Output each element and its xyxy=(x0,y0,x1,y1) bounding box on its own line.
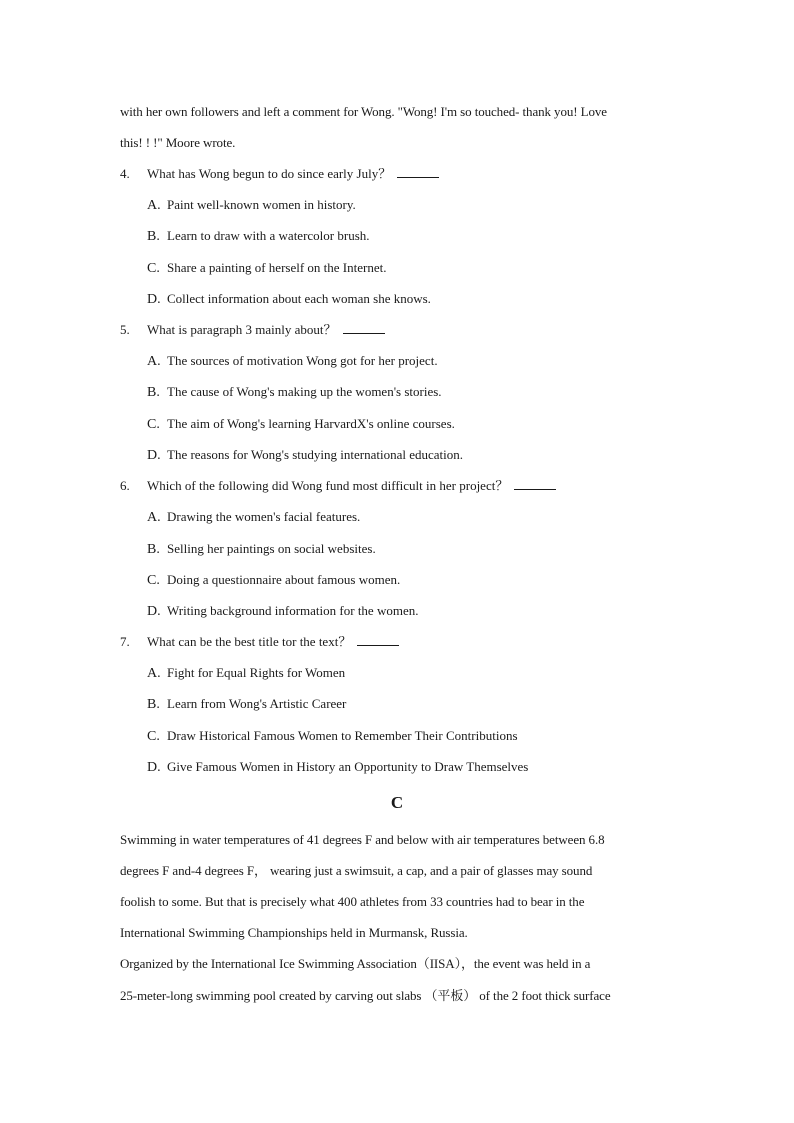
option-letter: C. xyxy=(147,573,160,588)
option-text: The sources of motivation Wong got for her project. xyxy=(167,353,438,368)
passage-line: 25-meter-long swimming pool created by carving out slabs （平板） of the 2 foot thick surface xyxy=(120,988,611,1003)
option-letter: C. xyxy=(147,261,160,276)
question-7 xyxy=(120,633,399,651)
question-text: What has Wong begun to do since early July？ xyxy=(147,166,392,181)
passage-line: this! ! !" Moore wrote. xyxy=(120,135,236,150)
option-5b[interactable] xyxy=(147,383,442,402)
question-number: 7. xyxy=(120,634,130,649)
option-letter: D. xyxy=(147,760,161,775)
section-heading: C xyxy=(390,793,404,812)
option-letter: D. xyxy=(147,604,161,619)
option-text: The aim of Wong's learning HarvardX's online courses. xyxy=(167,416,455,431)
question-number: 6. xyxy=(120,478,130,493)
passage-line: with her own followers and left a comment for Wong. "Wong! I'm so touched- thank you! Love xyxy=(120,104,607,119)
option-text: Selling her paintings on social websites. xyxy=(167,541,376,556)
option-letter: B. xyxy=(147,542,160,557)
option-text: Learn to draw with a watercolor brush. xyxy=(167,228,370,243)
option-text: Learn from Wong's Artistic Career xyxy=(167,696,347,711)
question-6 xyxy=(120,477,556,495)
question-text: Which of the following did Wong fund most difficult in her project？ xyxy=(147,478,509,493)
option-text: Share a painting of herself on the Internet. xyxy=(167,260,387,275)
option-4a[interactable] xyxy=(147,196,356,215)
option-text: The cause of Wong's making up the women's stories. xyxy=(167,384,442,399)
answer-blank[interactable] xyxy=(343,321,385,334)
passage-line: degrees F and-4 degrees F， wearing just a swimsuit, a cap, and a pair of glasses may sound xyxy=(120,863,593,878)
option-text: The reasons for Wong's studying international education. xyxy=(167,447,464,462)
option-5d[interactable] xyxy=(147,446,463,465)
option-letter: B. xyxy=(147,229,160,244)
option-letter: D. xyxy=(147,448,161,463)
question-text: What can be the best title tor the text？ xyxy=(147,634,352,649)
option-letter: C. xyxy=(147,729,160,744)
question-number: 5. xyxy=(120,322,130,337)
question-text: What is paragraph 3 mainly about？ xyxy=(147,322,337,337)
option-4b[interactable] xyxy=(147,227,370,246)
option-7a[interactable] xyxy=(147,664,345,683)
option-letter: A. xyxy=(147,510,161,525)
passage-line: foolish to some. But that is precisely what 400 athletes from 33 countries had to bear in the xyxy=(120,894,585,909)
option-text: Give Famous Women in History an Opportunity to Draw Themselves xyxy=(167,759,529,774)
option-text: Writing background information for the women. xyxy=(167,603,419,618)
passage-line: Organized by the International Ice Swimming Association（IISA），the event was held in a xyxy=(120,956,591,971)
question-5 xyxy=(120,321,385,339)
option-letter: A. xyxy=(147,198,161,213)
option-text: Fight for Equal Rights for Women xyxy=(167,665,346,680)
option-7c[interactable] xyxy=(147,727,518,746)
option-6d[interactable] xyxy=(147,602,418,621)
answer-blank[interactable] xyxy=(357,633,399,646)
option-6a[interactable] xyxy=(147,508,360,527)
question-number: 4. xyxy=(120,166,130,181)
option-letter: D. xyxy=(147,292,161,307)
answer-blank[interactable] xyxy=(514,477,556,490)
option-7b[interactable] xyxy=(147,695,346,714)
option-text: Paint well-known women in history. xyxy=(167,197,356,212)
option-6b[interactable] xyxy=(147,540,376,559)
option-letter: A. xyxy=(147,666,161,681)
option-5a[interactable] xyxy=(147,352,438,371)
option-letter: C. xyxy=(147,417,160,432)
answer-blank[interactable] xyxy=(397,165,439,178)
passage-line: Swimming in water temperatures of 41 degrees F and below with air temperatures between 6.8 xyxy=(120,832,605,847)
option-text: Draw Historical Famous Women to Remember Their Contributions xyxy=(167,728,518,743)
question-4 xyxy=(120,165,439,183)
passage-line: International Swimming Championships held in Murmansk, Russia. xyxy=(120,925,468,940)
option-5c[interactable] xyxy=(147,415,455,434)
option-letter: A. xyxy=(147,354,161,369)
option-4c[interactable] xyxy=(147,259,386,278)
option-7d[interactable] xyxy=(147,758,528,777)
option-text: Drawing the women's facial features. xyxy=(167,509,361,524)
option-4d[interactable] xyxy=(147,290,431,309)
option-6c[interactable] xyxy=(147,571,400,590)
option-letter: B. xyxy=(147,385,160,400)
option-text: Collect information about each woman she knows. xyxy=(167,291,431,306)
option-letter: B. xyxy=(147,697,160,712)
option-text: Doing a questionnaire about famous women. xyxy=(167,572,401,587)
